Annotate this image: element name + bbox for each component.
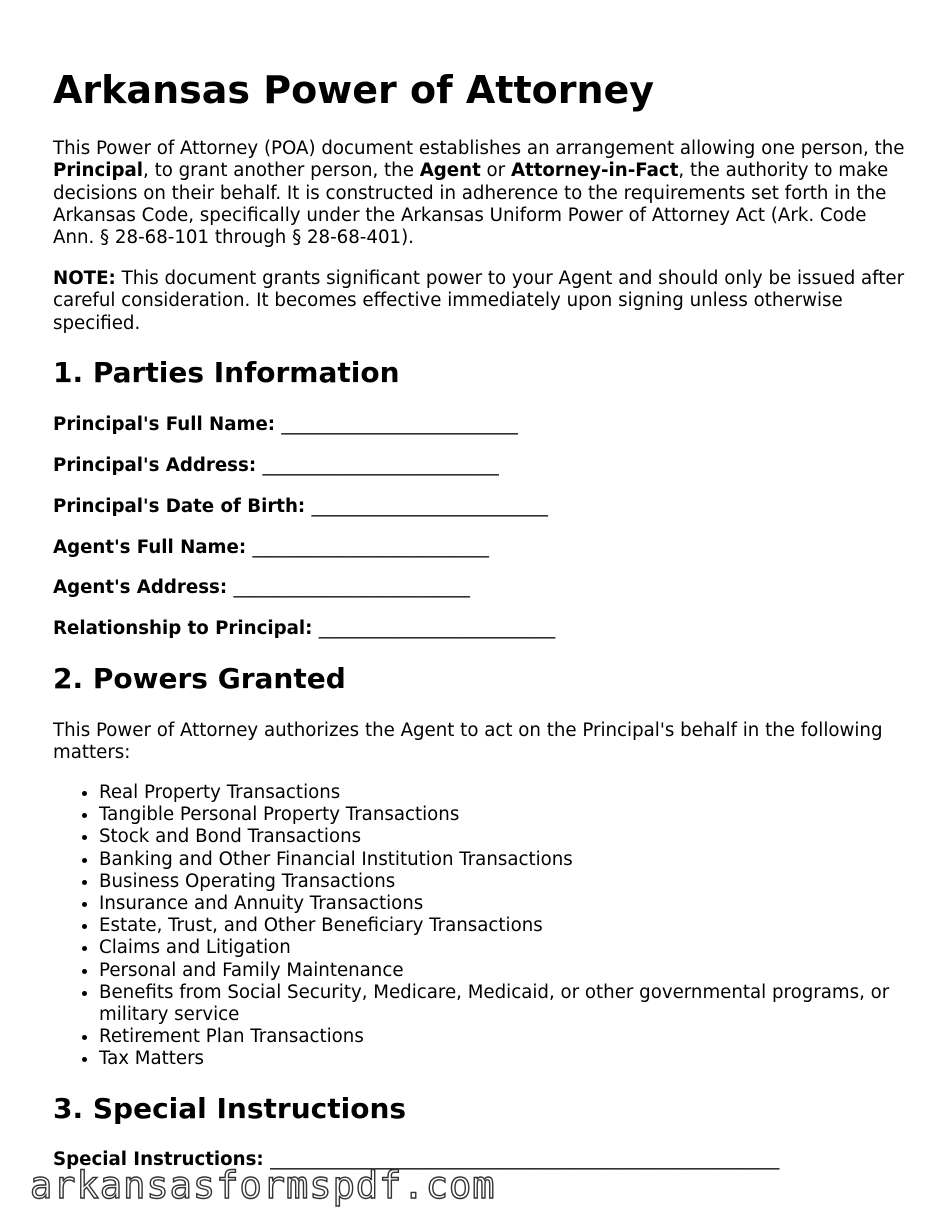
field-label: Agent's Full Name: xyxy=(53,537,247,558)
powers-intro: This Power of Attorney authorizes the Agent to act on the Principal's behalf in the following matters: xyxy=(53,720,883,764)
note-text: This document grants significant power to your Agent and should only be issued after careful consideration. It becomes effective immediately upon signing unless otherwise specified. xyxy=(53,268,905,334)
agent-full-name-blank[interactable]: __________________________ xyxy=(252,537,489,558)
agent-address-field xyxy=(53,577,470,599)
principal-address-blank[interactable]: __________________________ xyxy=(262,455,499,476)
list-item: • Retirement Plan Transactions xyxy=(99,1026,905,1048)
field-label: Relationship to Principal: xyxy=(53,618,313,639)
intro-paragraph xyxy=(53,138,905,249)
intro-text-4: , the authority to make decisions on their behalf. It is constructed in adherence to the requirements set forth in the Arkansas Code, specifically under the Arkansas Uniform Power of Attorney Act (Ark. Code Ann. § 28-68-101 through § 28-68-401). xyxy=(53,160,889,249)
powers-list xyxy=(53,782,905,1071)
principal-full-name-blank[interactable]: __________________________ xyxy=(281,414,518,435)
attorney-in-fact-term: Attorney-in-Fact xyxy=(510,160,679,182)
list-item: • Real Property Transactions xyxy=(99,782,905,804)
list-item: • Tax Matters xyxy=(99,1048,905,1070)
intro-text-1: This Power of Attorney (POA) document establishes an arrangement allowing one person, the xyxy=(53,138,905,159)
field-label: Principal's Full Name: xyxy=(53,414,276,435)
agent-address-blank[interactable]: __________________________ xyxy=(233,577,470,598)
list-item: • Estate, Trust, and Other Beneficiary Transactions xyxy=(99,915,905,937)
list-item: • Claims and Litigation xyxy=(99,937,905,959)
agent-term: Agent xyxy=(419,160,481,182)
watermark: arkansasformspdf.com xyxy=(30,1164,496,1207)
list-item: • Insurance and Annuity Transactions xyxy=(99,893,905,915)
principal-dob-blank[interactable]: __________________________ xyxy=(311,496,548,517)
section-1-heading: 1. Parties Information xyxy=(53,356,400,389)
list-item: • Banking and Other Financial Institution Transactions xyxy=(99,849,905,871)
principal-full-name-field xyxy=(53,414,518,436)
note-paragraph xyxy=(53,268,905,335)
list-item: • Stock and Bond Transactions xyxy=(99,826,905,848)
principal-dob-field xyxy=(53,496,548,518)
agent-full-name-field xyxy=(53,537,489,559)
list-item: • Personal and Family Maintenance xyxy=(99,960,905,982)
principal-term: Principal xyxy=(53,160,144,182)
field-label: Agent's Address: xyxy=(53,577,228,598)
section-3-heading: 3. Special Instructions xyxy=(53,1092,407,1125)
field-label: Principal's Date of Birth: xyxy=(53,496,306,517)
intro-text-3: or xyxy=(480,160,511,182)
relationship-field xyxy=(53,618,555,640)
list-item: • Tangible Personal Property Transactions xyxy=(99,804,905,826)
field-label: Principal's Address: xyxy=(53,455,257,476)
special-instructions-blank[interactable]: ________________________________________________________ xyxy=(270,1149,780,1170)
field-label: Special Instructions: xyxy=(53,1149,264,1170)
list-item: • Benefits from Social Security, Medicare, Medicaid, or other governmental programs, or military service xyxy=(99,982,905,1026)
note-label: NOTE: xyxy=(53,268,116,289)
section-2-heading: 2. Powers Granted xyxy=(53,662,346,695)
principal-address-field xyxy=(53,455,499,477)
relationship-blank[interactable]: __________________________ xyxy=(318,618,556,639)
list-item: • Business Operating Transactions xyxy=(99,871,905,893)
document-title: Arkansas Power of Attorney xyxy=(53,68,655,112)
intro-text-2: , to grant another person, the xyxy=(143,160,420,182)
